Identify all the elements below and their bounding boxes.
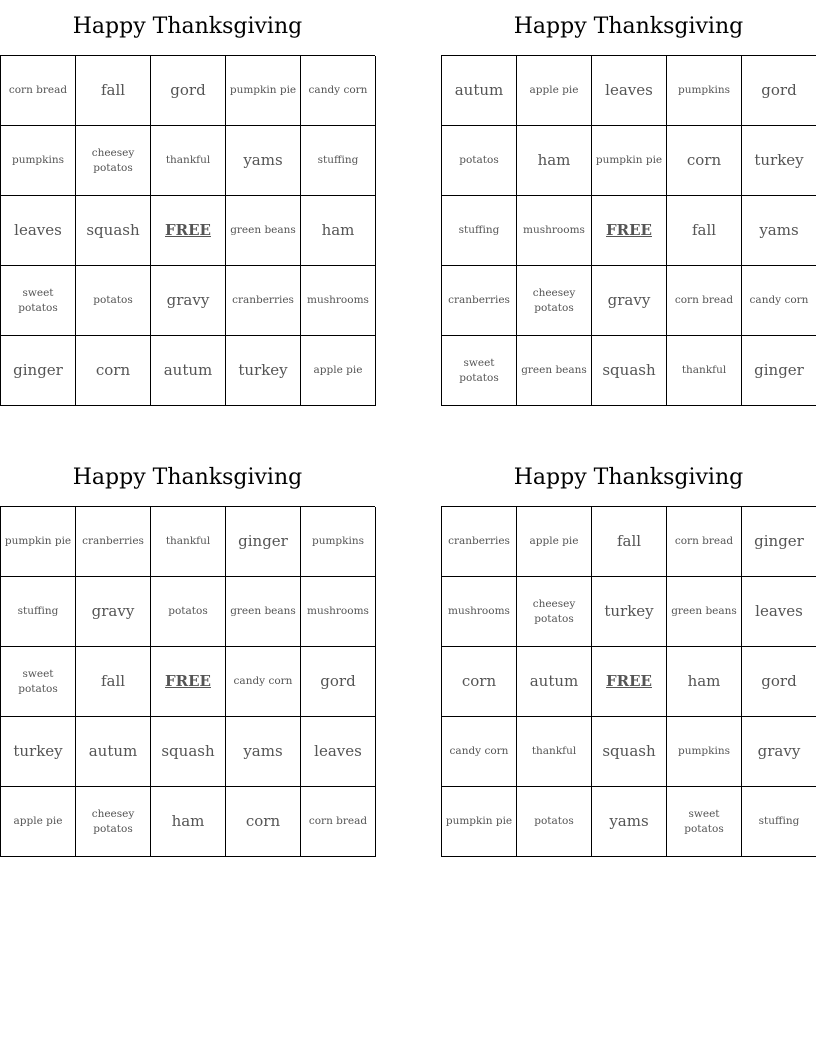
bingo-cell: apple pie [517, 507, 592, 577]
bingo-cell: pumpkin pie [1, 507, 76, 577]
bingo-cell: mushrooms [301, 266, 376, 336]
bingo-cell: autum [517, 647, 592, 717]
bingo-cell: leaves [1, 196, 76, 266]
bingo-cell: gord [151, 56, 226, 126]
bingo-cell: sweet potatos [442, 336, 517, 406]
bingo-cell: candy corn [301, 56, 376, 126]
bingo-cell: cheesey potatos [517, 266, 592, 336]
bingo-cell: gravy [742, 717, 816, 787]
card-title: Happy Thanksgiving [72, 14, 303, 39]
bingo-card [0, 0, 375, 406]
bingo-cell: squash [151, 717, 226, 787]
bingo-cell: fall [76, 56, 151, 126]
bingo-cell: corn [442, 647, 517, 717]
bingo-cell: thankful [151, 507, 226, 577]
bingo-cell: ginger [742, 507, 816, 577]
bingo-cell: candy corn [742, 266, 816, 336]
bingo-cell: yams [592, 787, 667, 857]
bingo-cell: stuffing [1, 577, 76, 647]
bingo-cell: yams [226, 126, 301, 196]
bingo-cell: corn bread [301, 787, 376, 857]
bingo-cell: autum [76, 717, 151, 787]
bingo-cell: stuffing [301, 126, 376, 196]
bingo-cell: corn bread [1, 56, 76, 126]
bingo-cell: corn [226, 787, 301, 857]
bingo-cell: pumpkins [667, 717, 742, 787]
bingo-cell: cranberries [76, 507, 151, 577]
bingo-grid [441, 55, 816, 406]
bingo-cell: gord [742, 56, 816, 126]
bingo-cell: corn bread [667, 266, 742, 336]
bingo-cell: potatos [442, 126, 517, 196]
bingo-cell: stuffing [442, 196, 517, 266]
bingo-cell: gravy [592, 266, 667, 336]
bingo-cell: potatos [517, 787, 592, 857]
bingo-cell: turkey [592, 577, 667, 647]
bingo-card [441, 451, 816, 857]
bingo-cell: cranberries [442, 266, 517, 336]
bingo-cell: ginger [742, 336, 816, 406]
bingo-cell: squash [592, 717, 667, 787]
bingo-cell: cranberries [226, 266, 301, 336]
bingo-cell: gravy [151, 266, 226, 336]
bingo-cell: cheesey potatos [76, 787, 151, 857]
bingo-cell: sweet potatos [667, 787, 742, 857]
bingo-cell: cheesey potatos [517, 577, 592, 647]
bingo-cell: fall [667, 196, 742, 266]
bingo-card [0, 451, 375, 857]
bingo-cell: stuffing [742, 787, 816, 857]
bingo-cell: pumpkin pie [592, 126, 667, 196]
bingo-cell: fall [76, 647, 151, 717]
bingo-cell: fall [592, 507, 667, 577]
bingo-cell: corn [76, 336, 151, 406]
card-title: Happy Thanksgiving [513, 14, 744, 39]
bingo-cell: green beans [517, 336, 592, 406]
bingo-cell: corn bread [667, 507, 742, 577]
bingo-cell: gord [742, 647, 816, 717]
bingo-cell: thankful [151, 126, 226, 196]
bingo-cell: gord [301, 647, 376, 717]
bingo-cell: yams [226, 717, 301, 787]
bingo-cell: mushrooms [517, 196, 592, 266]
bingo-cell: pumpkins [1, 126, 76, 196]
bingo-cell: sweet potatos [1, 647, 76, 717]
bingo-cell: squash [76, 196, 151, 266]
free-space-cell: FREE [151, 196, 226, 266]
bingo-cell: squash [592, 336, 667, 406]
bingo-cell: potatos [76, 266, 151, 336]
bingo-grid [441, 506, 816, 857]
bingo-card [441, 0, 816, 406]
bingo-cell: corn [667, 126, 742, 196]
bingo-cell: ham [301, 196, 376, 266]
bingo-cell: ham [667, 647, 742, 717]
bingo-cell: cheesey potatos [76, 126, 151, 196]
bingo-cell: thankful [517, 717, 592, 787]
bingo-cell: apple pie [1, 787, 76, 857]
bingo-cell: leaves [301, 717, 376, 787]
bingo-cell: autum [442, 56, 517, 126]
bingo-cell: candy corn [226, 647, 301, 717]
bingo-cell: pumpkin pie [442, 787, 517, 857]
bingo-cell: cranberries [442, 507, 517, 577]
bingo-cell: sweet potatos [1, 266, 76, 336]
free-space-cell: FREE [592, 647, 667, 717]
bingo-cell: turkey [1, 717, 76, 787]
bingo-cell: green beans [226, 577, 301, 647]
card-title: Happy Thanksgiving [513, 465, 744, 490]
bingo-cell: leaves [592, 56, 667, 126]
bingo-cell: turkey [742, 126, 816, 196]
bingo-cell: thankful [667, 336, 742, 406]
bingo-cell: apple pie [301, 336, 376, 406]
bingo-cell: pumpkin pie [226, 56, 301, 126]
card-title: Happy Thanksgiving [72, 465, 303, 490]
bingo-cell: candy corn [442, 717, 517, 787]
bingo-cell: gravy [76, 577, 151, 647]
bingo-cell: ham [517, 126, 592, 196]
bingo-cell: pumpkins [301, 507, 376, 577]
bingo-cell: apple pie [517, 56, 592, 126]
bingo-cell: green beans [667, 577, 742, 647]
bingo-cell: mushrooms [301, 577, 376, 647]
bingo-cell: turkey [226, 336, 301, 406]
bingo-grid [0, 55, 375, 406]
free-space-cell: FREE [592, 196, 667, 266]
bingo-grid [0, 506, 375, 857]
bingo-cell: pumpkins [667, 56, 742, 126]
bingo-cell: potatos [151, 577, 226, 647]
bingo-cell: ham [151, 787, 226, 857]
bingo-cell: mushrooms [442, 577, 517, 647]
bingo-cell: ginger [226, 507, 301, 577]
free-space-cell: FREE [151, 647, 226, 717]
bingo-cell: yams [742, 196, 816, 266]
bingo-cell: ginger [1, 336, 76, 406]
bingo-cell: leaves [742, 577, 816, 647]
bingo-cell: green beans [226, 196, 301, 266]
bingo-cell: autum [151, 336, 226, 406]
